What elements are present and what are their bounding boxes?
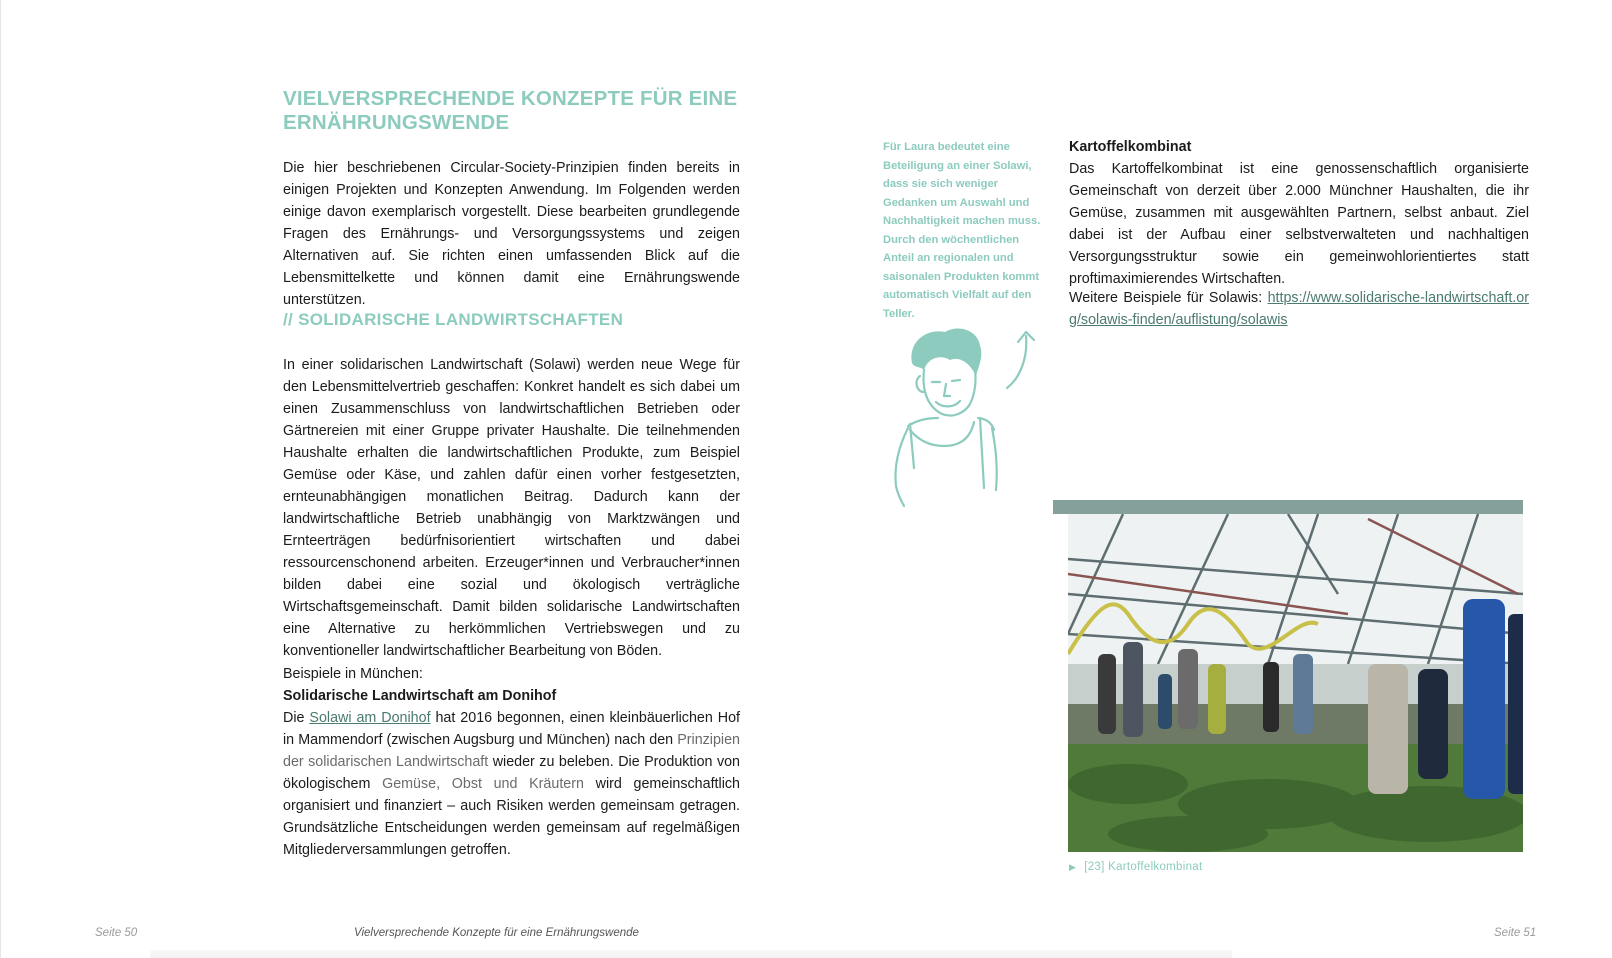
text: wird gemeinschaftlich organisiert und finanziert – auch Risiken werden gemeinsam getragen. Grundsätzliche Entscheidungen werden gemeinsam auf regelmäßigen Mitgliederversammlungen getroffen. [283, 776, 740, 858]
arm-left [896, 428, 909, 506]
page-edge [0, 0, 1, 958]
triangle-right-icon: ▶ [1069, 862, 1077, 872]
more-examples [1069, 287, 1529, 331]
examples-block [283, 663, 740, 861]
footer-page-number-left: Seite 50 [95, 927, 138, 939]
produce-link[interactable]: Gemüse, Obst und Kräutern [382, 776, 584, 792]
neckline [910, 422, 974, 446]
examples-label: Beispiele in München: [283, 666, 423, 682]
text: hat 2016 begonnen, einen kleinbäuerlichen Hof in Mammendorf (zwischen Augsburg und München) nach den [283, 710, 740, 748]
solawi-list-link[interactable]: https://www.solidarische-landwirtschaft.org/solawis-finden/auflistung/solawis [1069, 290, 1529, 328]
woman-portrait-illustration [880, 318, 1050, 508]
text: Die [283, 710, 310, 726]
example-paragraph [283, 710, 740, 858]
section-heading: // SOLIDARISCHE LANDWIRTSCHAFTEN [283, 310, 624, 329]
section-paragraph: In einer solidarischen Landwirtschaft (Solawi) werden neue Wege für den Lebensmittelvertrieb geschaffen: Konkret handelt es sich dabei um einen Zusammenschluss von landwirtschaftlichen Betrieben oder Gärtnereien mit einer Gruppe privater Haushalte. Die teilnehmenden Haushalte erhalten die landwirtschaftlichen Produkte, zum Beispiel Gemüse oder Käse, und zahlen dafür einen vorher festgesetzten, ernteunabhängigen monatlichen Beitrag. Dadurch kann der landwirtschaftliche Betrieb unabhängig von Marktzwängen und Ernteerträgen bedürfnisorientiert wirtschaften und dabei ressourcenschonend arbeiten. Erzeuger*innen und Verbraucher*innen bilden dabei eine sozial und ökologisch verträgliche Wirtschaftsgemeinschaft. Damit bilden solidarische Landwirtschaften eine Alternative zu herkömmlichen Vertriebswegen und zu konventioneller landwirtschaftlicher Bearbeitung von Böden. [283, 357, 740, 659]
caption-text: [23] Kartoffelkombinat [1084, 861, 1203, 873]
kartoffelkombinat-photo [1068, 514, 1523, 852]
footer-chapter-title: Vielversprechende Konzepte für eine Ernährungswende [354, 927, 639, 939]
mouth [936, 401, 960, 406]
photo-caption [1069, 861, 1203, 873]
principles-link[interactable]: Prinzipien der solidarischen Landwirtschaft [283, 732, 740, 770]
page-title: VIELVERSPRECHENDE KONZEPTE FÜR EINE ERNÄHRUNGSWENDE [283, 87, 738, 134]
page-shadow [150, 950, 1232, 958]
kartoffelkombinat-title: Kartoffelkombinat [1069, 139, 1192, 155]
kartoffelkombinat-paragraph: Das Kartoffelkombinat ist eine genossenschaftlich organisierte Gemeinschaft von derzeit über 2.000 Münchner Haushalten, die ihr Gemüse, zusammen mit ausgewählten Partnern, selbst anbaut. Ziel dabei ist der Aufbau einer selbstverwalteten und nachhaltigen Versorgungsstruktur sowie ein gemeinwohlorientiertes statt proftimaximierendes Wirtschaften. [1069, 161, 1529, 287]
nose [944, 384, 950, 396]
strap-left [910, 424, 914, 468]
arm-right [992, 428, 997, 490]
greenhouse-photo-art [1068, 514, 1523, 852]
more-examples-label: Weitere Beispiele für Solawis: [1069, 290, 1268, 306]
hair-shape [911, 328, 981, 376]
footer-page-number-right: Seite 51 [1494, 927, 1537, 939]
arrow-curve [1007, 336, 1026, 388]
strap-right [980, 418, 984, 488]
text: wieder zu beleben. Die Produktion von ökologischem [283, 754, 740, 792]
intro-paragraph: Die hier beschriebenen Circular-Society-Prinzipien finden bereits in einigen Projekten und Konzepten Anwendung. Im Folgenden werden einige davon exemplarisch vorgestellt. Diese bearbeiten grundlegende Fragen des Ernährungs- und Versorgungssystems und zeigen Alternativen auf. Sie richten einen umfassenden Blick auf die Lebensmittelkette und können damit eine Ernährungswende unterstützen. [283, 160, 740, 308]
sidenote: Für Laura bedeutet eine Beteiligung an einer Solawi, dass sie sich weniger Gedanken um Auswahl und Nachhaltigkeit machen muss. Durch den wöchentlichen Anteil an regionalen und saisonalen Produkten kommt automatisch Vielfalt auf den Teller. [883, 141, 1041, 320]
solawi-donihof-link[interactable]: Solawi am Donihof [309, 710, 431, 726]
example-title: Solidarische Landwirtschaft am Donihof [283, 688, 557, 704]
eye-right [952, 380, 960, 381]
photo-accent-bar [1053, 500, 1523, 514]
face-outline [924, 370, 976, 416]
